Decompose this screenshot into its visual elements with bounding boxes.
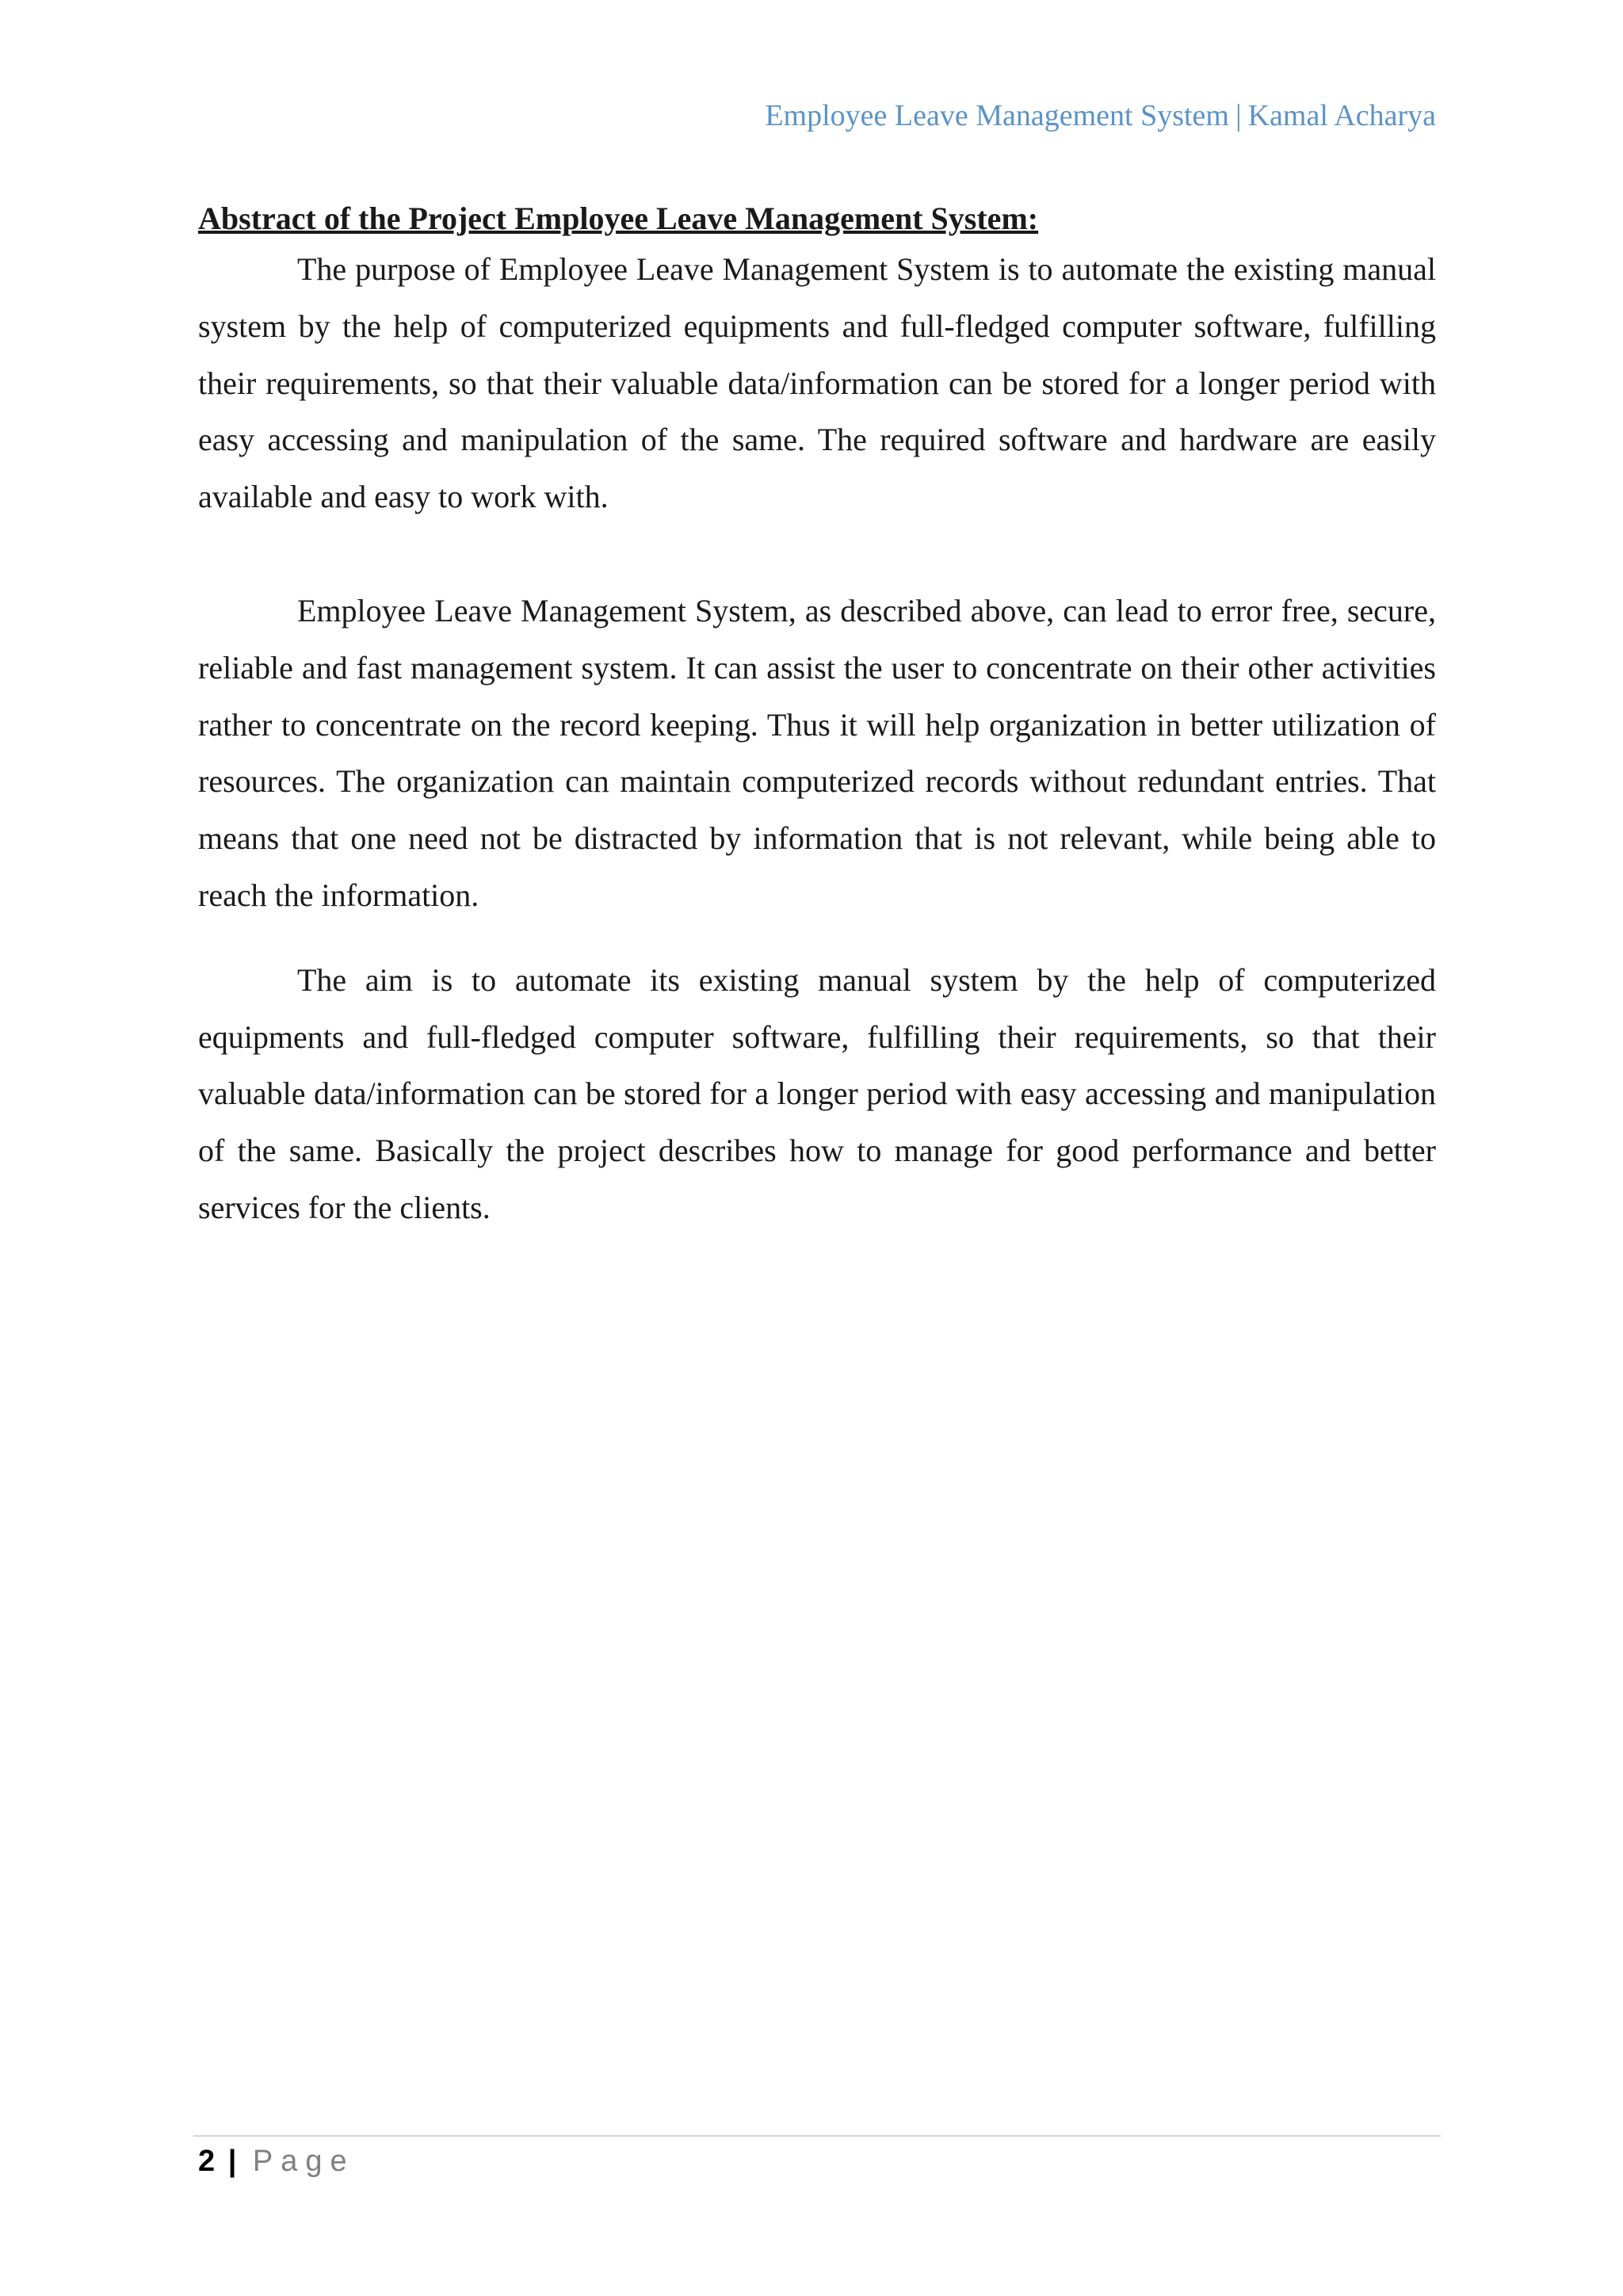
abstract-paragraph-2: Employee Leave Management System, as described above, can lead to error free, secure, reliable and fast management system. It can assist the user to concentrate on their other activities rather to concentrate on the record keeping. Thus it will help organization in better utilization of resources. The organization can maintain computerized records without redundant entries. That means that one need not be distracted by information that is not relevant, while being able to reach the information. (198, 592, 1436, 913)
abstract-heading: Abstract of the Project Employee Leave Management System: (198, 201, 1039, 236)
header-title: Employee Leave Management System (765, 99, 1229, 132)
header-separator: | (1235, 99, 1242, 132)
abstract-section (198, 197, 1436, 1236)
page-label: Page (252, 2145, 355, 2178)
page-number: 2 (198, 2145, 216, 2178)
running-header (765, 97, 1436, 135)
page-footer (198, 2141, 355, 2181)
abstract-paragraph-1: The purpose of Employee Leave Management System is to automate the existing manual system by the help of computerized equipments and full-fledged computer software, fulfilling their requirements, so that their valuable data/information can be stored for a longer period with easy accessing and manipulation of the same. The required software and hardware are easily available and easy to work with. (198, 251, 1436, 515)
footer-separator: | (227, 2145, 237, 2178)
abstract-paragraph-3: The aim is to automate its existing manual system by the help of computerized equipments and full-fledged computer software, fulfilling their requirements, so that their valuable data/information can be stored for a longer period with easy accessing and manipulation of the same. Basically the project describes how to manage for good performance and better services for the clients. (198, 961, 1436, 1225)
header-author: Kamal Acharya (1247, 99, 1436, 132)
footer-divider (193, 2135, 1441, 2137)
